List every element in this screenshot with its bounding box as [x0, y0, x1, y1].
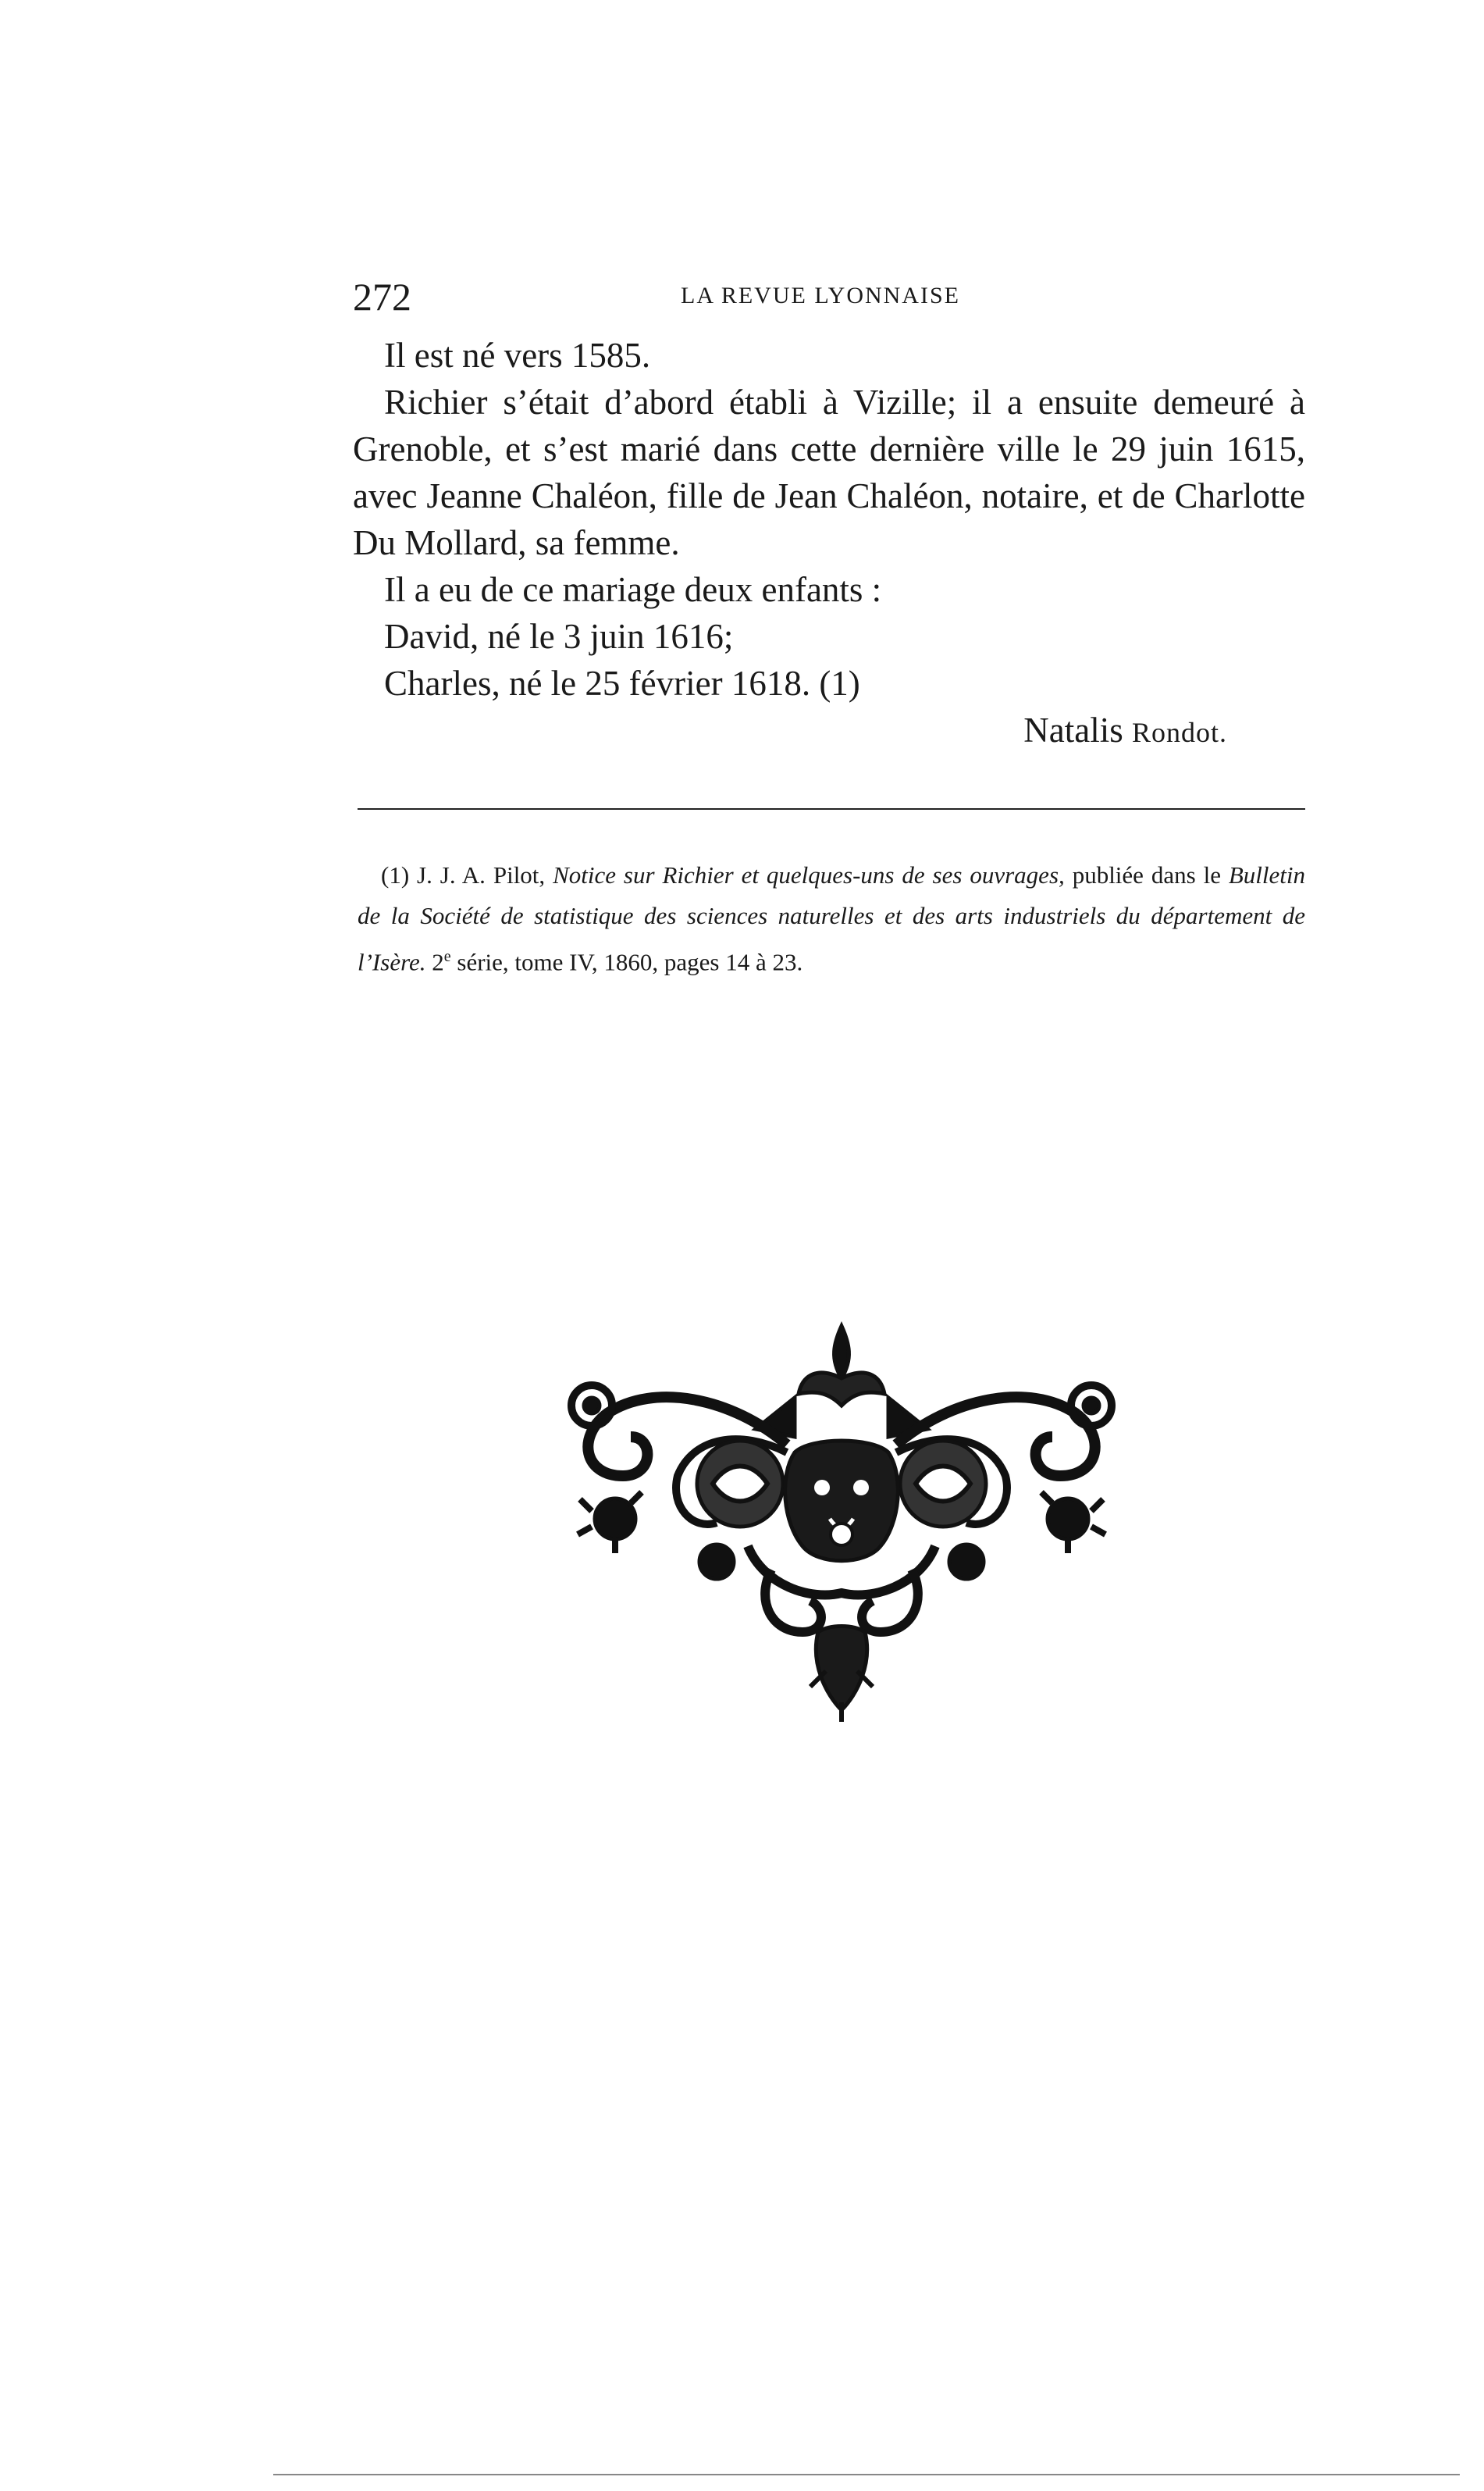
author-signature	[353, 707, 1227, 756]
footnote-series-sup: e	[443, 948, 451, 965]
journal-title: LA REVUE LYONNAISE	[681, 283, 960, 308]
author-last-name: Rondot.	[1131, 717, 1227, 748]
lion-head-ornament-icon	[561, 1320, 1123, 1726]
footnote	[358, 855, 1305, 982]
paragraph-birth: Il est né vers 1585.	[384, 336, 651, 375]
footnote-series-number: 2	[432, 948, 444, 976]
author-first-name: Natalis	[1023, 711, 1123, 750]
page-number: 272	[353, 275, 411, 319]
page-bottom-edge	[273, 2474, 1460, 2475]
running-head	[353, 273, 1305, 320]
paragraph-child-charles: Charles, né le 25 février 1618. (1)	[384, 664, 860, 703]
body-text	[353, 332, 1305, 707]
footnote-text-series: série, tome IV, 1860, pages 14 à 23.	[457, 948, 803, 976]
paragraph-children-intro: Il a eu de ce mariage deux enfants :	[384, 570, 882, 609]
footnote-text-published: publiée dans le	[1072, 861, 1221, 889]
footnote-marker: (1) J. J. A. Pilot,	[381, 861, 546, 889]
paragraph-child-david: David, né le 3 juin 1616;	[384, 617, 734, 656]
footnote-divider	[358, 808, 1305, 810]
paragraph-residence: Richier s’était d’abord établi à Vizille; il a ensuite demeuré à Grenoble, et s’est marié dans cette dernière ville le 29 juin 1615, avec Jeanne Chaléon, fille de Jean Chaléon, notaire, et de Charlotte Du Mollard, sa femme.	[353, 383, 1305, 562]
footnote-title-notice: Notice sur Richier et quelques-uns de ses ouvrages,	[553, 861, 1065, 889]
footnote-title-bulletin: Bulletin de la Société de statistique des sciences naturelles et des arts industriels du département de l’Isère.	[358, 861, 1306, 976]
